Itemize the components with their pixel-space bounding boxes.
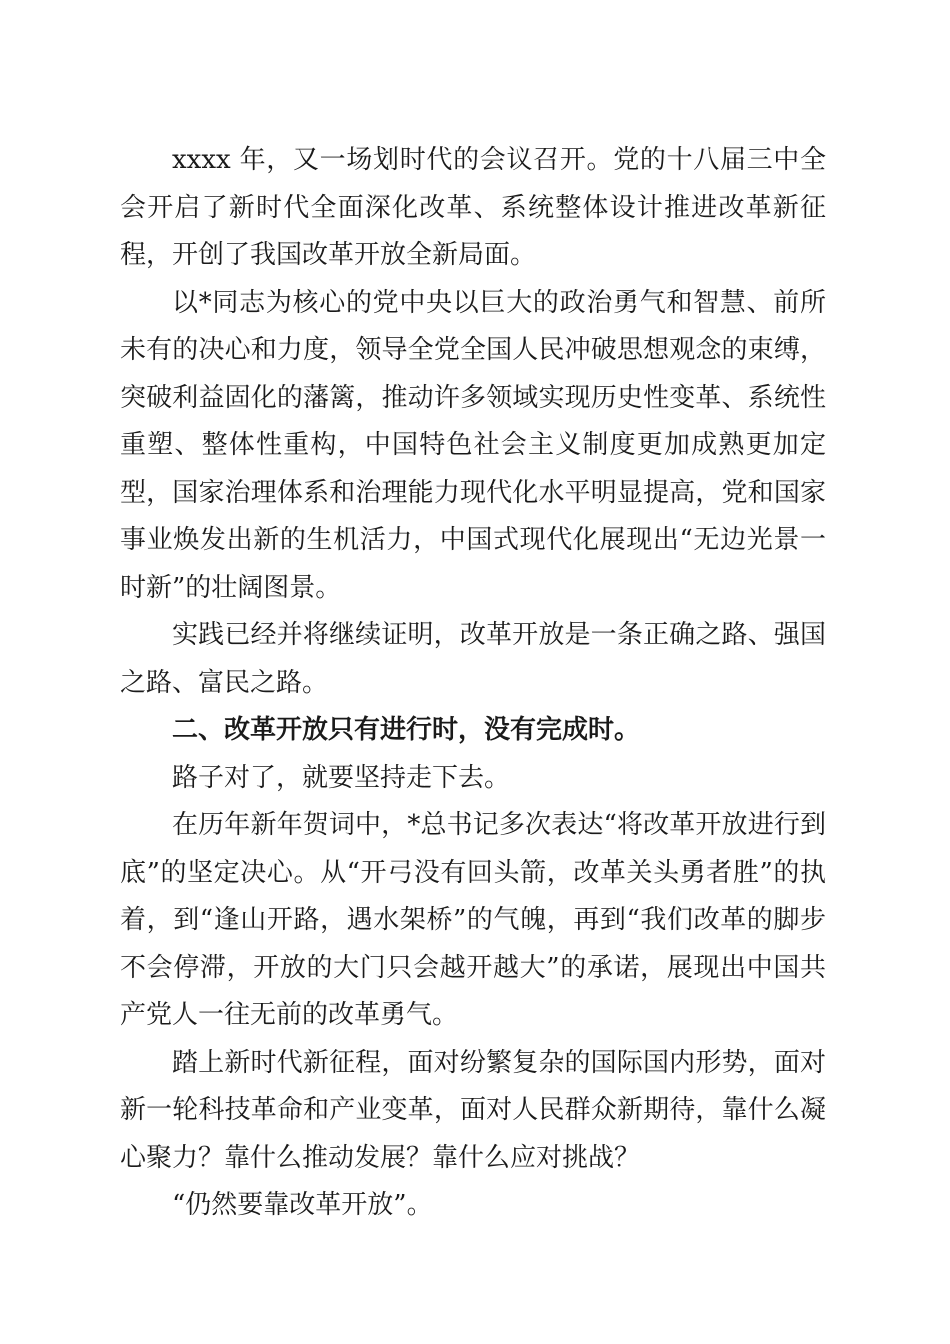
paragraph-practice: 实践已经并将继续证明，改革开放是一条正确之路、强国之路、富民之路。: [120, 620, 826, 698]
paragraph-path: 路子对了，就要坚持走下去。: [172, 762, 511, 793]
paragraph-leadership: 以*同志为核心的党中央以巨大的政治勇气和智慧、前所未有的决心和力度，领导全党全国人民冲破思想观念的束缚，突破利益固化的藩篱，推动许多领域实现历史性变革、系统性重塑、整体性重构，中国特色社会主义制度更加成熟更加定型，国家治理体系和治理能力现代化水平明显提高，党和国家事业焕发出新的生机活力，中国式现代化展现出“无边光景一时新”的壮阔图景。: [120, 287, 826, 603]
paragraph-new-journey: 踏上新时代新征程，面对纷繁复杂的国际国内形势，面对新一轮科技革命和产业变革，面对人民群众新期待，靠什么凝心聚力？靠什么推动发展？靠什么应对挑战？: [120, 1047, 826, 1173]
paragraph-quote: “仍然要靠改革开放”。: [172, 1190, 433, 1220]
document-body: [120, 137, 826, 1230]
section-heading: 二、改革开放只有进行时，没有完成时。: [172, 715, 641, 745]
paragraph-intro: xxxx 年，又一场划时代的会议召开。党的十八届三中全会开启了新时代全面深化改革、系统整体设计推进改革新征程，开创了我国改革开放全新局面。: [120, 145, 826, 270]
paragraph-new-year-address: 在历年新年贺词中，*总书记多次表达“将改革开放进行到底”的坚定决心。从“开弓没有回头箭，改革关头勇者胜”的执着，到“逢山开路，遇水架桥”的气魄，再到“我们改革的脚步不会停滞，开放的大门只会越开越大”的承诺，展现出中国共产党人一往无前的改革勇气。: [120, 810, 826, 1030]
